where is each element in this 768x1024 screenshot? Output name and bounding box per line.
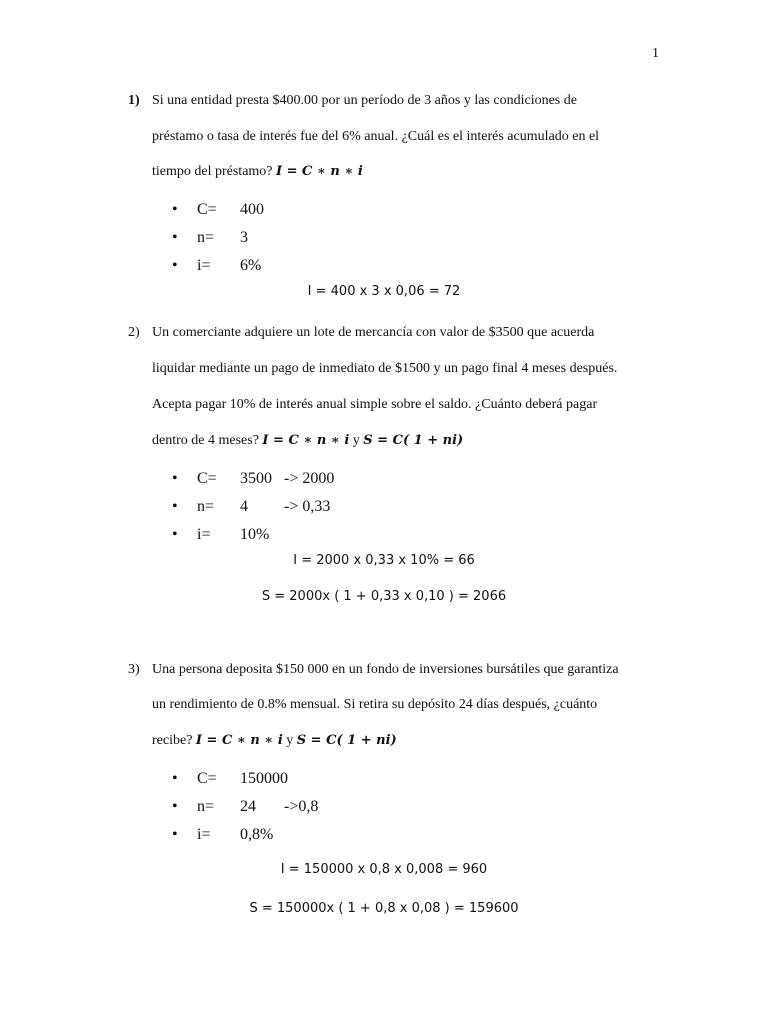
problem-text: recibe?: [152, 733, 193, 748]
problem-text-line: [152, 733, 397, 749]
conjunction: y: [352, 433, 360, 448]
variable-label: n=: [197, 798, 215, 815]
variable-label: i=: [197, 257, 211, 274]
bullet-icon: •: [172, 498, 178, 515]
variable-conversion: -> 2000: [284, 470, 335, 487]
variable-label: i=: [197, 826, 211, 843]
variable-value: 3500: [240, 470, 272, 487]
variable-label: n=: [197, 229, 215, 246]
variable-label: C=: [197, 470, 217, 487]
problem-number: 2): [128, 325, 140, 340]
bullet-icon: •: [172, 826, 178, 843]
variable-value: 150000: [240, 770, 288, 787]
result-formula: I = 150000 x 0,8 x 0,008 = 960: [280, 862, 488, 877]
problem-text-line: liquidar mediante un pago de inmediato de $1500 y un pago final 4 meses después.: [152, 361, 618, 376]
variable-label: n=: [197, 498, 215, 515]
result-formula: S = 150000x ( 1 + 0,8 x 0,08 ) = 159600: [249, 901, 519, 916]
problem-text-line: [152, 433, 463, 449]
problem-text-line: Una persona deposita $150 000 en un fondo de inversiones bursátiles que garantiza: [152, 662, 619, 677]
variable-label: C=: [197, 770, 217, 787]
bullet-icon: •: [172, 229, 178, 246]
problem-text: tiempo del préstamo?: [152, 164, 273, 179]
page-number: 1: [652, 46, 659, 61]
variable-value: 10%: [240, 526, 270, 543]
problem-number: 1): [128, 93, 140, 108]
bullet-icon: •: [172, 201, 178, 218]
problem-text-line: préstamo o tasa de interés fue del 6% anual. ¿Cuál es el interés acumulado en el: [152, 129, 600, 144]
problem-text-line: Un comerciante adquiere un lote de mercancía con valor de $3500 que acuerda: [152, 325, 595, 340]
problem-number: 3): [128, 662, 140, 677]
bullet-icon: •: [172, 770, 178, 787]
variable-value: 0,8%: [240, 826, 274, 843]
bullet-icon: •: [172, 470, 178, 487]
interest-formula: I = C ∗ n ∗ i: [262, 433, 350, 448]
bullet-icon: •: [172, 257, 178, 274]
result-formula: I = 400 x 3 x 0,06 = 72: [307, 284, 461, 299]
amount-formula: S = C( 1 + ni): [296, 733, 397, 748]
variable-conversion: -> 0,33: [284, 498, 331, 515]
variable-value: 400: [240, 201, 264, 218]
variable-label: i=: [197, 526, 211, 543]
variable-label: C=: [197, 201, 217, 218]
problem-text-line: [152, 164, 363, 180]
interest-formula: I = C ∗ n ∗ i: [195, 733, 283, 748]
bullet-icon: •: [172, 798, 178, 815]
variable-value: 4: [240, 498, 248, 515]
problem-text-line: un rendimiento de 0.8% mensual. Si retira su depósito 24 días después, ¿cuánto: [152, 697, 598, 712]
problem-text-line: Acepta pagar 10% de interés anual simple sobre el saldo. ¿Cuánto deberá pagar: [152, 397, 598, 412]
variable-value: 3: [240, 229, 248, 246]
interest-formula: I = C ∗ n ∗ i: [276, 164, 363, 179]
variable-value: 6%: [240, 257, 262, 274]
problem-text-line: Si una entidad presta $400.00 por un período de 3 años y las condiciones de: [152, 93, 577, 108]
amount-formula: S = C( 1 + ni): [363, 433, 464, 448]
conjunction: y: [286, 733, 294, 748]
result-formula: S = 2000x ( 1 + 0,33 x 0,10 ) = 2066: [261, 589, 507, 604]
bullet-icon: •: [172, 526, 178, 543]
problem-text: dentro de 4 meses?: [152, 433, 259, 448]
variable-value: 24: [240, 798, 256, 815]
variable-conversion: ->0,8: [284, 798, 319, 815]
result-formula: I = 2000 x 0,33 x 10% = 66: [293, 553, 475, 568]
